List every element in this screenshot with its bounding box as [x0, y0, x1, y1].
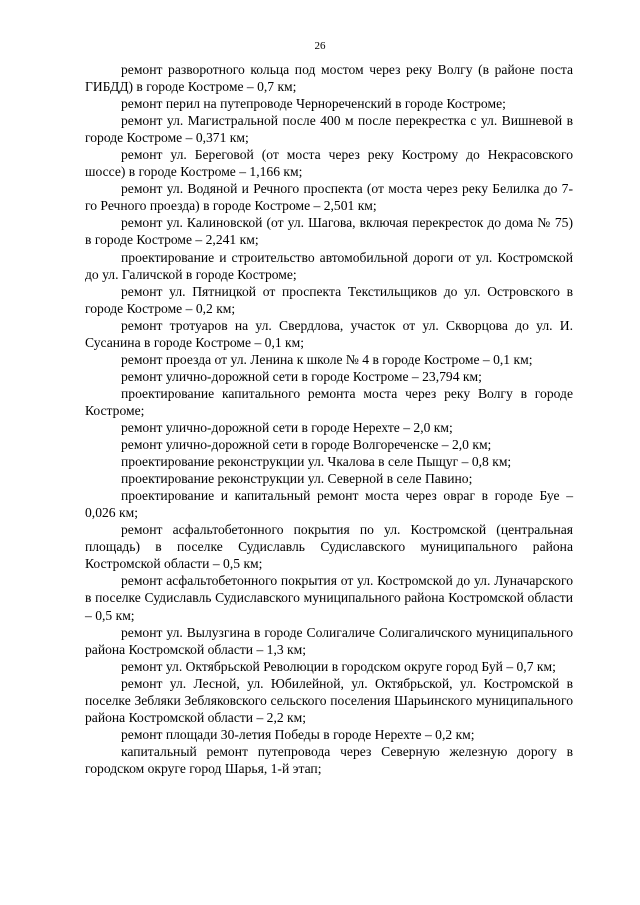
- paragraph: ремонт ул. Пятницкой от проспекта Текстильщиков до ул. Островского в городе Костроме – 0,2 км;: [85, 283, 573, 316]
- paragraph: ремонт проезда от ул. Ленина к школе № 4 в городе Костроме – 0,1 км;: [121, 351, 533, 367]
- paragraph: ремонт улично-дорожной сети в городе Волгореченске – 2,0 км;: [121, 437, 492, 453]
- paragraph: проектирование капитального ремонта моста через реку Волгу в городе Костроме;: [85, 385, 573, 418]
- paragraph: ремонт ул. Водяной и Речного проспекта (от моста через реку Белилка до 7-го Речного проезда) в городе Костроме – 2,501 км;: [85, 181, 573, 214]
- paragraph: ремонт разворотного кольца под мостом через реку Волгу (в районе поста ГИБДД) в городе Костроме – 0,7 км;: [85, 62, 573, 95]
- paragraph: ремонт асфальтобетонного покрытия по ул. Костромской (центральная площадь) в поселке Судиславль Судиславского муниципального района Костромской области – 0,5 км;: [85, 522, 573, 572]
- paragraph: проектирование и строительство автомобильной дороги от ул. Костромской до ул. Галичской в городе Костроме;: [85, 249, 573, 282]
- paragraph: ремонт ул. Октябрьской Революции в городском округе город Буй – 0,7 км;: [121, 658, 556, 674]
- paragraph: проектирование и капитальный ремонт моста через овраг в городе Буе – 0,026 км;: [85, 488, 573, 521]
- page-body: [85, 61, 573, 777]
- paragraph: ремонт ул. Лесной, ул. Юбилейной, ул. Октябрьской, ул. Костромской в поселке Зебляки Зебляковского сельского поселения Шарьинского муниципального района Костромской области – 2,2 км;: [85, 675, 573, 725]
- paragraph: ремонт площади 30-летия Победы в городе Нерехте – 0,2 км;: [121, 726, 475, 742]
- paragraph: ремонт ул. Вылузгина в городе Солигаличе Солигаличского муниципального района Костромской области – 1,3 км;: [85, 624, 573, 657]
- paragraph: ремонт ул. Береговой (от моста через реку Кострому до Некрасовского шоссе) в городе Костроме – 1,166 км;: [85, 147, 573, 180]
- page-number: 26: [314, 40, 326, 52]
- paragraph: ремонт улично-дорожной сети в городе Костроме – 23,794 км;: [121, 368, 482, 384]
- paragraph: ремонт перил на путепроводе Чернореченский в городе Костроме;: [121, 96, 506, 112]
- paragraph: ремонт ул. Магистральной после 400 м после перекрестка с ул. Вишневой в городе Костроме – 0,371 км;: [85, 113, 573, 146]
- paragraph: ремонт улично-дорожной сети в городе Нерехте – 2,0 км;: [121, 419, 453, 435]
- paragraph: ремонт ул. Калиновской (от ул. Шагова, включая перекресток до дома № 75) в городе Костроме – 2,241 км;: [85, 215, 573, 248]
- paragraph: проектирование реконструкции ул. Чкалова в селе Пыщуг – 0,8 км;: [121, 454, 512, 470]
- paragraph: капитальный ремонт путепровода через Северную железную дорогу в городском округе город Шарья, 1-й этап;: [85, 743, 573, 776]
- paragraph: ремонт тротуаров на ул. Свердлова, участок от ул. Скворцова до ул. И. Сусанина в городе Костроме – 0,1 км;: [85, 317, 573, 350]
- paragraph: проектирование реконструкции ул. Северной в селе Павино;: [121, 471, 473, 487]
- paragraph: ремонт асфальтобетонного покрытия от ул. Костромской до ул. Луначарского в поселке Судиславль Судиславского муниципального района Костромской области – 0,5 км;: [85, 573, 573, 623]
